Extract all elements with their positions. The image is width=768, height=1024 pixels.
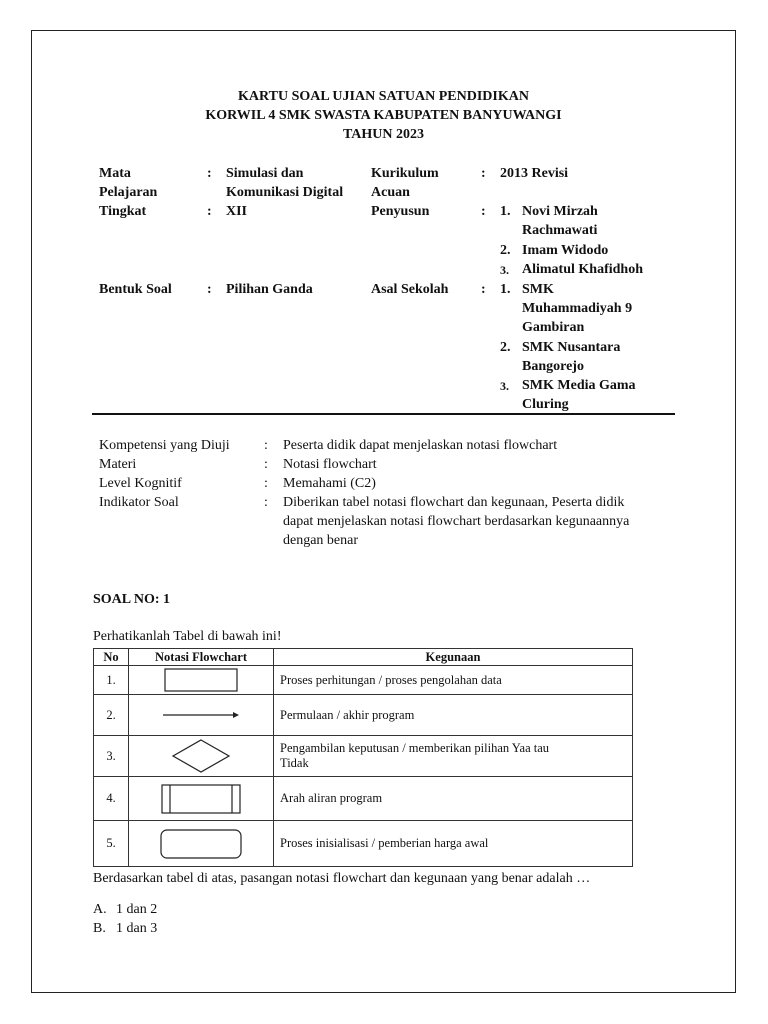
row-kegunaan: Permulaan / akhir program [274,695,633,736]
table-row [94,666,633,695]
row-no: 4. [94,777,129,821]
option-b-letter: B. [93,921,106,936]
shape-cell [129,695,274,736]
kompetensi-label: Kompetensi yang Diuji [99,438,230,453]
bentuk-label: Bentuk Soal [99,282,172,297]
shape-cell [129,736,274,777]
asal-1-line2: Muhammadiyah 9 [522,301,633,316]
table-header-row [94,649,633,666]
kurikulum-value: 2013 Revisi [500,166,569,181]
notation-table [93,648,633,867]
level-label: Level Kognitif [99,476,182,491]
flow-arrow-icon [161,709,241,721]
option-b-text: 1 dan 3 [116,921,158,936]
kurikulum-colon: : [481,166,486,181]
penyusun-1-line2: Rachmawati [522,223,598,238]
shape-cell [129,666,274,695]
penyusun-3-line1: Alimatul Khafidhoh [522,262,643,277]
asal-3-line1: SMK Media Gama [522,378,636,393]
mapel-label-1: Mata [99,166,131,181]
penyusun-1-line1: Novi Mirzah [522,204,598,219]
indikator-colon: : [264,495,268,510]
penyusun-num-1: 1. [500,204,511,219]
level-value: Memahami (C2) [283,476,376,491]
indikator-value-1: Diberikan tabel notasi flowchart dan kegunaan, Peserta didik [283,495,625,510]
materi-value: Notasi flowchart [283,457,377,472]
asal-num-3: 3. [500,379,509,393]
header-kegunaan: Kegunaan [274,649,633,666]
tingkat-colon: : [207,204,212,219]
asal-1-line3: Gambiran [522,320,585,335]
table-row [94,777,633,821]
header-year: TAHUN 2023 [342,127,425,142]
row-kegunaan: Proses perhitungan / proses pengolahan data [274,666,633,695]
tingkat-label: Tingkat [99,204,147,219]
row-kegunaan [274,736,633,777]
table-row [94,821,633,867]
document-header [31,87,736,144]
question-number: SOAL NO: 1 [93,592,171,607]
asal-3-line2: Cluring [522,397,569,412]
row-kegunaan: Proses inisialisasi / pemberian harga awal [274,821,633,867]
penyusun-2-line1: Imam Widodo [522,243,609,258]
table-row [94,736,633,777]
tingkat-value: XII [226,204,248,219]
kompetensi-value: Peserta didik dapat menjelaskan notasi flowchart [283,438,558,453]
predefined-process-icon [160,784,242,814]
penyusun-num-2: 2. [500,243,511,258]
row-no: 5. [94,821,129,867]
kurikulum-label-1: Kurikulum [371,166,439,181]
asal-num-1: 1. [500,282,511,297]
decision-diamond-icon [171,739,231,773]
shape-cell [129,777,274,821]
indikator-value-2: dapat menjelaskan notasi flowchart berdasarkan kegunaannya [283,514,630,529]
mapel-value-2: Komunikasi Digital [226,185,344,200]
bentuk-value: Pilihan Ganda [226,282,313,297]
question-text: Berdasarkan tabel di atas, pasangan notasi flowchart dan kegunaan yang benar adalah … [93,871,591,886]
row-kegunaan: Arah aliran program [274,777,633,821]
kurikulum-label-2: Acuan [371,185,410,200]
question-intro: Perhatikanlah Tabel di bawah ini! [93,629,282,644]
asal-num-2: 2. [500,340,511,355]
row-kegunaan-line2: Tidak [280,756,309,770]
penyusun-num-3: 3. [500,263,509,277]
terminator-rounded-icon [159,828,243,860]
row-no: 3. [94,736,129,777]
mapel-value-1: Simulasi dan [226,166,304,181]
asal-colon: : [481,282,486,297]
bentuk-colon: : [207,282,212,297]
row-no: 2. [94,695,129,736]
asal-1-line1: SMK [522,282,554,297]
table-row [94,695,633,736]
shape-cell [129,821,274,867]
section-divider [92,413,675,415]
header-title: KARTU SOAL UJIAN SATUAN PENDIDIKAN [238,89,529,104]
header-no: No [94,649,129,666]
row-no: 1. [94,666,129,695]
asal-2-line1: SMK Nusantara [522,340,621,355]
header-notasi: Notasi Flowchart [129,649,274,666]
penyusun-label: Penyusun [371,204,430,219]
mapel-label-2: Pelajaran [99,185,158,200]
process-rectangle-icon [163,668,239,692]
option-a-text: 1 dan 2 [116,902,158,917]
kompetensi-colon: : [264,438,268,453]
penyusun-colon: : [481,204,486,219]
asal-2-line2: Bangorejo [522,359,584,374]
level-colon: : [264,476,268,491]
asal-label: Asal Sekolah [371,282,449,297]
header-subtitle: KORWIL 4 SMK SWASTA KABUPATEN BANYUWANGI [205,108,562,123]
row-kegunaan-line1: Pengambilan keputusan / memberikan pilihan Yaa tau [280,741,550,755]
option-a-letter: A. [93,902,107,917]
indikator-label: Indikator Soal [99,495,179,510]
materi-colon: : [264,457,268,472]
indikator-value-3: dengan benar [283,533,359,548]
mapel-colon: : [207,166,212,181]
materi-label: Materi [99,457,137,472]
